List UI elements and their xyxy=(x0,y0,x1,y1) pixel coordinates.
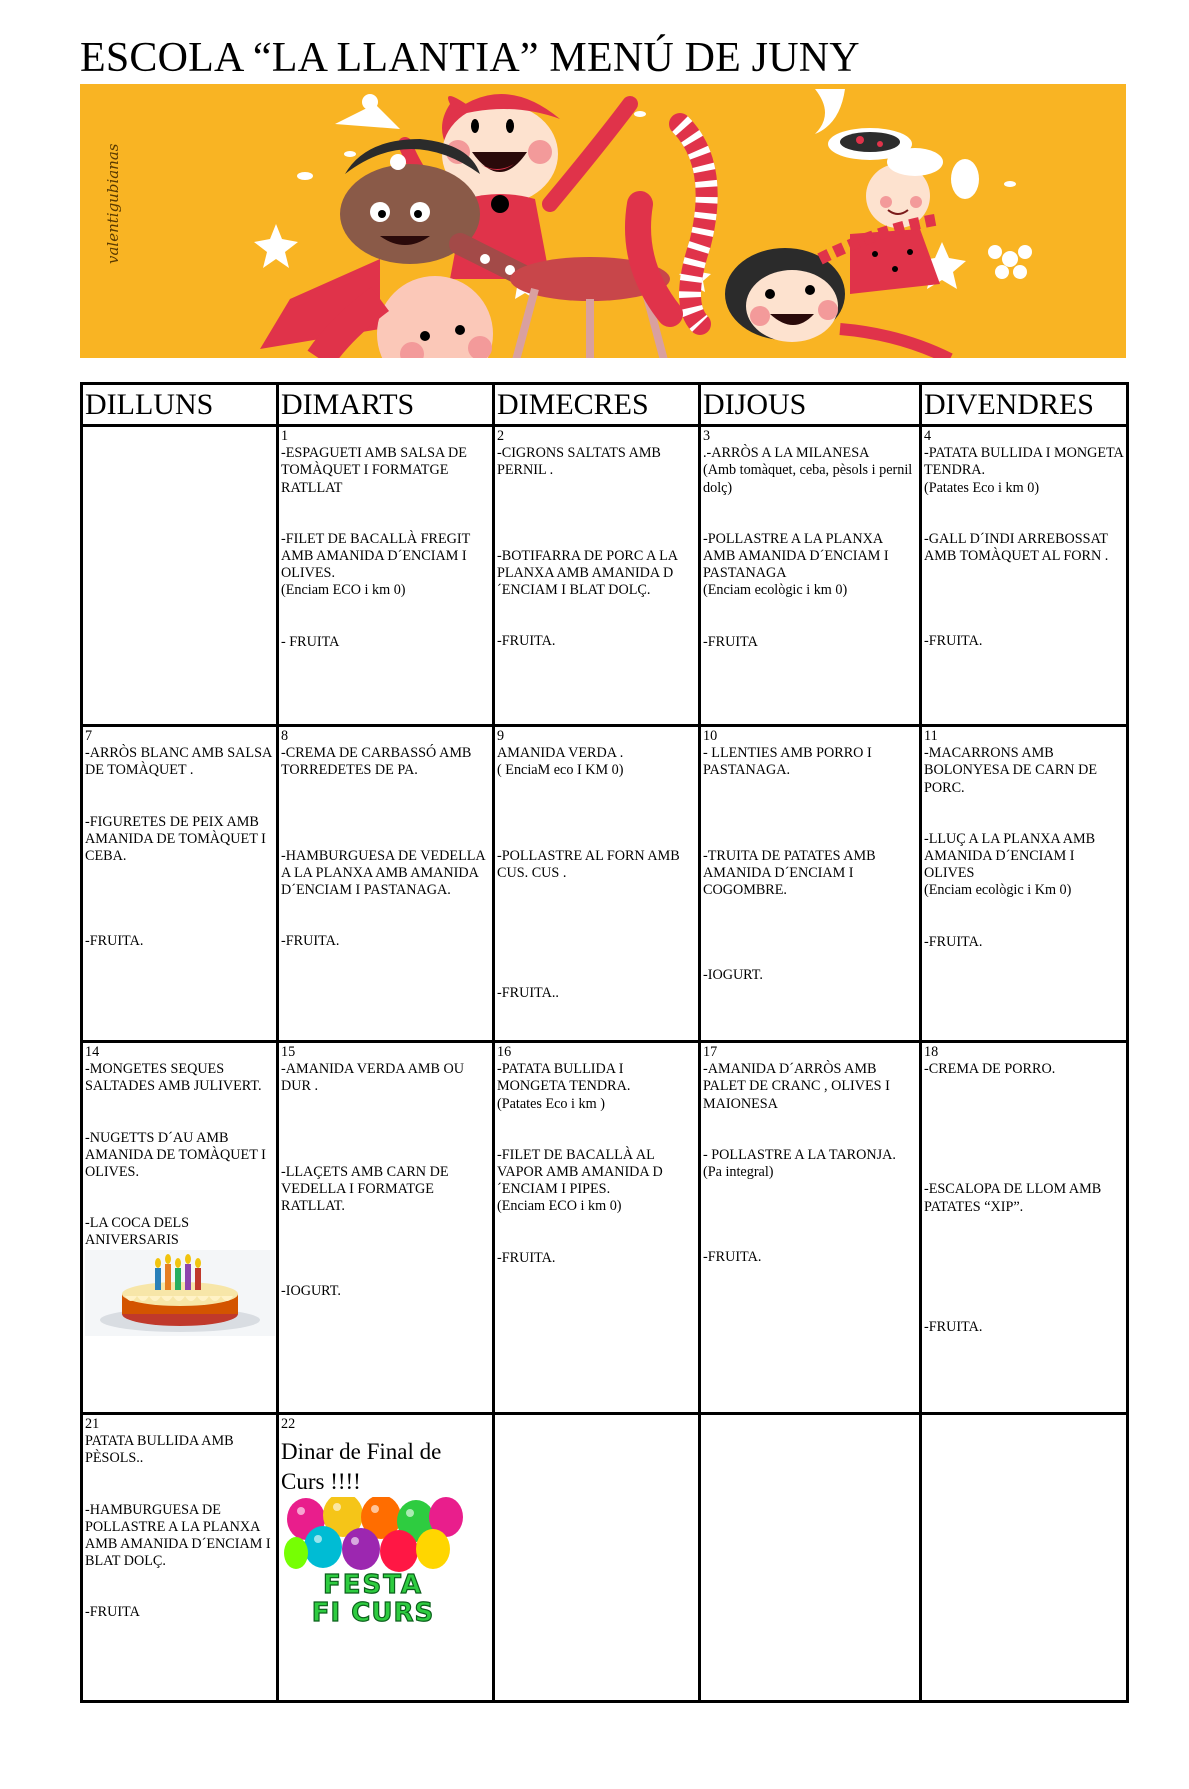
dessert: -FRUITA. xyxy=(703,1249,762,1266)
day-cell xyxy=(921,426,1128,726)
week-row xyxy=(82,1414,1128,1702)
course-note: (Enciam ECO i km 0) xyxy=(281,582,406,599)
day-cell xyxy=(700,726,921,1042)
dessert: -FRUITA xyxy=(85,1604,140,1621)
second-course: -BOTIFARRA DE PORC A LA PLANXA AMB AMANIDA D ´ENCIAM I BLAT DOLÇ. xyxy=(497,547,678,599)
first-course: -AMANIDA VERDA AMB OU DUR . xyxy=(281,1061,465,1095)
day-cell xyxy=(921,726,1128,1042)
second-course: -NUGETTS D´AU AMB AMANIDA DE TOMÀQUET I OLIVES. xyxy=(85,1129,266,1181)
festa-text: FESTA xyxy=(322,1570,424,1601)
second-course: -FILET DE BACALLÀ FREGIT AMB AMANIDA D´ENCIAM I OLIVES. xyxy=(281,530,471,582)
dessert: -FRUITA. xyxy=(924,1318,983,1335)
first-course: -PATATA BULLIDA I MONGETA TENDRA. xyxy=(924,445,1124,479)
first-course: PATATA BULLIDA AMB PÈSOLS.. xyxy=(85,1433,234,1467)
day-cell xyxy=(82,726,278,1042)
day-number: 1 xyxy=(281,428,289,444)
first-course: -AMANIDA D´ARRÒS AMB PALET DE CRANC , OLIVES I MAIONESA xyxy=(703,1061,890,1112)
fi-curs-text: FI CURS xyxy=(311,1598,435,1629)
day-cell xyxy=(700,426,921,726)
first-course: -MACARRONS AMB BOLONYESA DE CARN DE PORC. xyxy=(924,745,1098,796)
dessert: -FRUITA. xyxy=(497,1249,556,1266)
course-note: (Enciam ecològic i Km 0) xyxy=(924,882,1072,899)
second-course: -GALL D´INDI ARREBOSSAT AMB TOMÀQUET AL FORN . xyxy=(924,530,1109,565)
dessert: -FRUITA xyxy=(703,633,758,650)
dessert: -FRUITA. xyxy=(497,633,556,650)
day-cell-empty xyxy=(82,426,278,726)
day-cell xyxy=(921,1042,1128,1414)
dessert: - FRUITA xyxy=(281,633,340,650)
day-number: 9 xyxy=(497,728,505,744)
day-cell xyxy=(494,1042,700,1414)
dessert: -FRUITA. xyxy=(924,933,983,950)
second-course: - POLLASTRE A LA TARONJA. xyxy=(703,1146,896,1163)
second-course: -TRUITA DE PATATES AMB AMANIDA D´ENCIAM I COGOMBRE. xyxy=(703,847,876,899)
first-course: -ESPAGUETI AMB SALSA DE TOMÀQUET I FORMATGE RATLLAT xyxy=(281,445,467,496)
day-cell xyxy=(278,1042,494,1414)
day-number: 14 xyxy=(85,1044,100,1060)
first-course: -CIGRONS SALTATS AMB PERNIL . xyxy=(497,445,661,479)
balloons-festa-icon xyxy=(281,1497,465,1629)
day-cell-empty xyxy=(494,1414,700,1702)
first-course: -PATATA BULLIDA I MONGETA TENDRA. xyxy=(497,1061,631,1095)
second-course: -HAMBURGUESA DE VEDELLA A LA PLANXA AMB AMANIDA D´ENCIAM I PASTANAGA. xyxy=(281,847,485,899)
second-course: -HAMBURGUESA DE POLLASTRE A LA PLANXA AMB AMANIDA D´ENCIAM I BLAT DOLÇ. xyxy=(85,1501,271,1570)
day-number: 16 xyxy=(497,1044,512,1060)
weekday-friday: DIVENDRES xyxy=(921,384,1128,426)
banner-illustration xyxy=(80,84,1126,358)
day-number: 17 xyxy=(703,1044,718,1060)
weekday-thursday: DIJOUS xyxy=(700,384,921,426)
birthday-cake-label: -LA COCA DELS ANIVERSARIS xyxy=(85,1215,190,1249)
week-row xyxy=(82,1042,1128,1414)
day-number: 18 xyxy=(924,1044,939,1060)
second-course: -LLUÇ A LA PLANXA AMB AMANIDA D´ENCIAM I OLIVES xyxy=(924,830,1096,882)
day-number: 2 xyxy=(497,428,505,444)
dessert: -IOGURT. xyxy=(281,1283,341,1300)
first-course: AMANIDA VERDA . xyxy=(497,745,624,762)
second-course: -ESCALOPA DE LLOM AMB PATATES “XIP”. xyxy=(924,1181,1102,1215)
first-course: -CREMA DE PORRO. xyxy=(924,1061,1056,1078)
course-note: (Enciam ecològic i km 0) xyxy=(703,582,848,599)
day-cell xyxy=(278,426,494,726)
day-number: 3 xyxy=(703,428,711,444)
day-cell xyxy=(82,1042,278,1414)
dessert: -FRUITA. xyxy=(924,633,983,650)
weekday-tuesday: DIMARTS xyxy=(278,384,494,426)
day-cell xyxy=(278,726,494,1042)
day-cell-end-of-year xyxy=(278,1414,494,1702)
first-course: -MONGETES SEQUES SALTADES AMB JULIVERT. xyxy=(85,1061,262,1095)
day-number: 10 xyxy=(703,728,718,744)
day-number: 22 xyxy=(281,1416,296,1432)
weekday-header-row xyxy=(82,384,1128,426)
weekday-wednesday: DIMECRES xyxy=(494,384,700,426)
first-course: -CREMA DE CARBASSÓ AMB TORREDETES DE PA. xyxy=(281,745,472,779)
day-cell xyxy=(494,726,700,1042)
second-course: -POLLASTRE A LA PLANXA AMB AMANIDA D´ENCIAM I PASTANAGA xyxy=(703,530,889,582)
day-cell xyxy=(494,426,700,726)
dessert: -IOGURT. xyxy=(703,967,763,984)
first-course: - LLENTIES AMB PORRO I PASTANAGA. xyxy=(703,745,872,779)
banner-signature: valentigubianas xyxy=(104,143,122,264)
day-cell-empty xyxy=(700,1414,921,1702)
day-number: 11 xyxy=(924,728,938,744)
course-note: (Pa integral) xyxy=(703,1164,774,1181)
course-note: ( EnciaM eco I KM 0) xyxy=(497,762,624,779)
birthday-cake-icon xyxy=(85,1250,275,1336)
course-note: (Enciam ECO i km 0) xyxy=(497,1198,622,1215)
first-course: -ARRÒS BLANC AMB SALSA DE TOMÀQUET . xyxy=(85,745,272,779)
day-number: 21 xyxy=(85,1416,100,1432)
first-course: .-ARRÒS A LA MILANESA xyxy=(703,445,870,462)
day-cell-empty xyxy=(921,1414,1128,1702)
day-number: 4 xyxy=(924,428,932,444)
dessert: -FRUITA. xyxy=(85,933,144,950)
course-note: (Patates Eco i km 0) xyxy=(924,479,1040,496)
week-row xyxy=(82,426,1128,726)
day-cell xyxy=(82,1414,278,1702)
second-course: -FIGURETES DE PEIX AMB AMANIDA DE TOMÀQUET I CEBA. xyxy=(85,813,266,865)
day-number: 8 xyxy=(281,728,289,744)
end-of-year-lunch-title: Dinar de Final de Curs !!!! xyxy=(281,1439,442,1495)
second-course: -FILET DE BACALLÀ AL VAPOR AMB AMANIDA D ´ENCIAM I PIPES. xyxy=(497,1146,663,1198)
weekday-monday: DILLUNS xyxy=(82,384,278,426)
course-note: (Patates Eco i km ) xyxy=(497,1095,605,1112)
page-title: ESCOLA “LA LLANTIA” MENÚ DE JUNY xyxy=(80,35,860,81)
course-note: (Amb tomàquet, ceba, pèsols i pernil dolç) xyxy=(703,462,913,496)
dessert: -FRUITA. xyxy=(281,933,340,950)
week-row xyxy=(82,726,1128,1042)
day-cell xyxy=(700,1042,921,1414)
menu-table xyxy=(80,382,1129,1703)
day-number: 15 xyxy=(281,1044,296,1060)
second-course: -POLLASTRE AL FORN AMB CUS. CUS . xyxy=(497,847,680,881)
second-course: -LLAÇETS AMB CARN DE VEDELLA I FORMATGE RATLLAT. xyxy=(281,1163,449,1215)
dessert: -FRUITA.. xyxy=(497,985,559,1002)
day-number: 7 xyxy=(85,728,93,744)
